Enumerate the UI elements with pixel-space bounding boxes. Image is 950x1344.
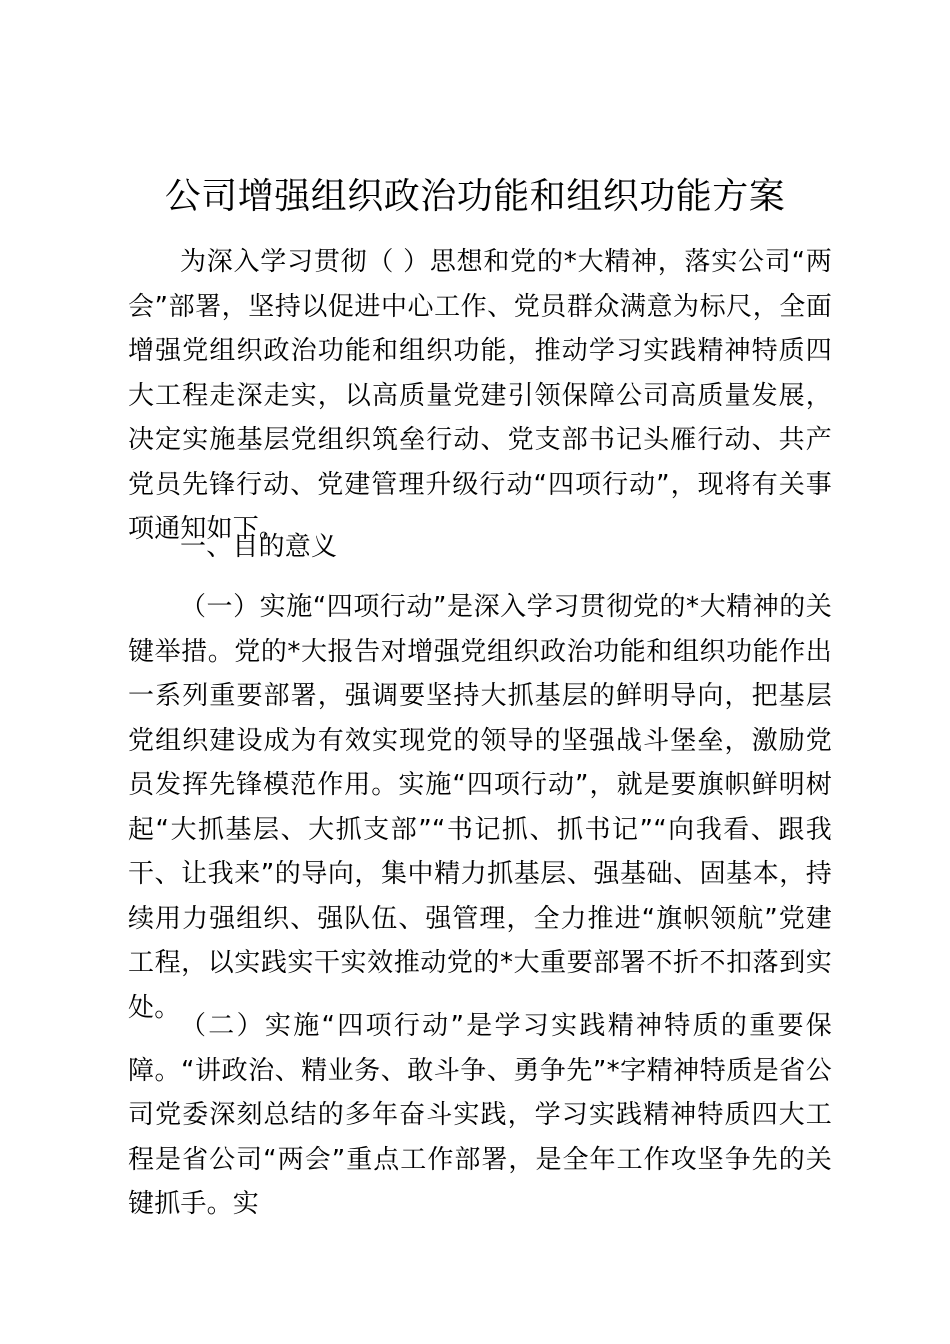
paragraph-item-1: （一）实施“四项行动”是深入学习贯彻党的*大精神的关键举措。党的*大报告对增强党组织政治功能和组织功能作出一系列重要部署，强调要坚持大抓基层的鲜明导向，把基层党组织建设成为有效实现党的领导的坚强战斗堡垒，激励党员发挥先锋模范作用。实施“四项行动”，就是要旗帜鲜明树起“大抓基层、大抓支部”“书记抓、抓书记”“向我看、跟我干、让我来”的导向，集中精力抓基层、强基础、固基本，持续用力强组织、强队伍、强管理，全力推进“旗帜领航”党建工程，以实践实干实效推动党的*大重要部署不折不扣落到实处。	[128, 592, 832, 1023]
section-heading-purpose: 一、目的意义	[180, 532, 338, 562]
paragraph-item-2: （二）实施“四项行动”是学习实践精神特质的重要保障。“讲政治、精业务、敢斗争、勇争先”*字精神特质是省公司党委深刻总结的多年奋斗实践，学习实践精神特质四大工程是省公司“两会”重点工作部署，是全年工作攻坚争先的关键抓手。实	[128, 1011, 832, 1219]
document-title: 公司增强组织政治功能和组织功能方案	[164, 176, 786, 217]
intro-paragraph: 为深入学习贯彻（ ）思想和党的*大精神，落实公司“两会”部署，坚持以促进中心工作、党员群众满意为标尺，全面增强党组织政治功能和组织功能，推动学习实践精神特质四大工程走深走实，以高质量党建引领保障公司高质量发展，决定实施基层党组织筑垒行动、党支部书记头雁行动、共产党员先锋行动、党建管理升级行动“四项行动”，现将有关事项通知如下。	[128, 247, 832, 544]
